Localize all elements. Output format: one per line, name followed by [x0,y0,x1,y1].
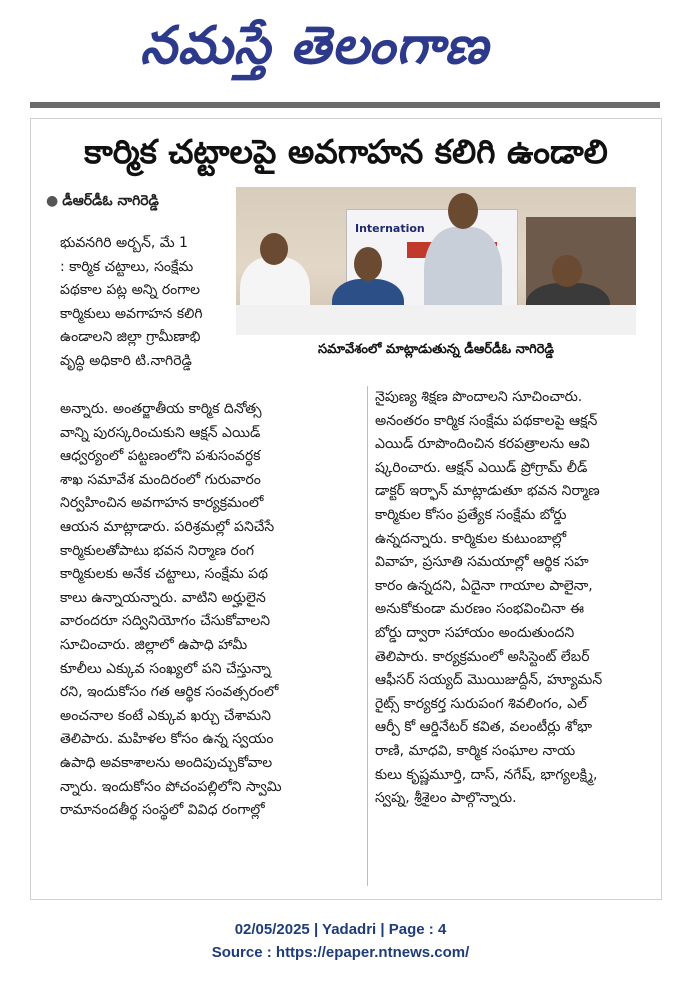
article-text-line: ఆర్పీ కో ఆర్డినేటర్ కవిత, వలంటీర్లు శోభా [375,719,592,736]
article-text-line: రైట్స్ కార్యకర్త సురుపంగ శివలింగం, ఎల్ [375,695,587,712]
article-text-line: తెలిపారు. మహిళల కోసం ఉన్న స్వయం [60,731,274,748]
article-text-line: కులు కృష్ణమూర్తి, దాస్, నగేష్, భాగ్యలక్ష్మి, [375,766,598,783]
person-1-head [260,233,288,265]
article-text-line: స్వప్న, శ్రీశైలం పాల్గొన్నారు. [375,790,517,807]
article-text-line: కార్మికులతోపాటు భవన నిర్మాణ రంగ [60,542,255,559]
article-text-line: కార్మికులకు అనేక చట్టాలు, సంక్షేమ పథ [60,566,268,583]
article-text-line: ష్కరించారు. ఆక్షన్ ఎయిడ్ ప్రోగ్రామ్ లీడ్ [375,459,588,476]
byline-text: డీఆర్‌డీఓ నాగిరెడ్డి [62,193,159,209]
bullet-icon: ● [46,193,59,209]
article-column-right [375,386,645,811]
article-text-line: రామానందతీర్థ సంస్థలో వివిధ రంగాల్లో [60,802,265,819]
article-text-line: వృద్ధి అధికారి టి.నాగిరెడ్డి [60,352,192,369]
person-3-head [448,193,478,229]
article-text-line: కార్మికులు అవగాహన కలిగి [60,305,203,322]
masthead-rule [30,102,660,108]
article-text-line: భువనగిరి అర్బన్, మే 1 [60,235,188,251]
article-column-left-top [60,232,230,374]
article-text-line: బోర్డు ద్వారా సహాయం అందుతుందని [375,624,575,641]
article-text-line: నైపుణ్య శిక్షణ పొందాలని సూచించారు. [375,389,583,405]
photo-table [236,305,636,335]
article-text-line: పథకాల పట్ల అన్ని రంగాల [60,282,201,299]
article-column-left [60,398,360,823]
article-text-line: వివాహ, ప్రసూతి సమయాల్లో ఆర్థిక సహ [375,554,589,571]
article-text-line: ఆఫీసర్ సయ్యద్ మొయిజుద్దీన్, హ్యూమన్ [375,672,603,689]
article-text-line: అనుకోకుండా మరణం సంభవించినా ఈ [375,601,585,618]
article-text-line: కారం ఉన్నదని, ఏదైనా గాయాల పాలైనా, [375,577,593,594]
article-text-line: ఉండాలని జిల్లా గ్రామీణాభి [60,329,201,346]
article-text-line: సూచించారు. జిల్లాలో ఉపాధి హామీ [60,636,248,653]
article-photo [236,187,636,335]
article-text-line: నిర్వహించిన అవగాహన కార్యక్రమంలో [60,495,264,512]
photo-banner-text: Internation [355,222,425,235]
article-text-line: న్నారు. ఇందుకోసం పోచంపల్లిలోని స్వామి [60,778,282,795]
article-text-line: శాఖ సమావేశ మందిరంలో గురువారం [60,471,261,488]
footer-edition-info: 02/05/2025 | Yadadri | Page : 4 [234,921,447,938]
article-text-line: ఉపాధి అవకాశాలను అందిపుచ్చుకోవాల [60,754,273,771]
footer-source: Source : https://epaper.ntnews.com/ [211,944,470,961]
article-text-line: వారందరూ సద్వినియోగం చేసుకోవాలని [60,613,271,630]
person-2-head [354,247,382,281]
article-text-line: రాణి, మాధవి, కార్మిక సంఘాల నాయ [375,742,576,759]
masthead [0,0,681,95]
article-text-line: ఆయన మాట్లాడారు. పరిశ్రమల్లో పనిచేసే [60,518,275,535]
newspaper-logo: నమస్తే తెలంగాణ [140,16,489,76]
article-text-line: : కార్మిక చట్టాలు, సంక్షేమ [60,258,194,275]
article-text-line: తెలిపారు. కార్యక్రమంలో అసిస్టెంట్ లేబర్ [375,648,590,665]
article-text-line: కాలు ఉన్నాయన్నారు. వాటిని అర్హులైన [60,589,266,606]
column-divider [367,386,368,886]
article-text-line: అన్నారు. అంతర్జాతీయ కార్మిక దినోత్స [60,401,262,417]
article-headline: కార్మిక చట్టాలపై అవగాహన కలిగి ఉండాలి [84,132,608,171]
article-text-line: ఆధ్వర్యంలో పట్టణంలోని పశుసంవర్ధక [60,448,261,465]
article-text-line: ఉన్నదన్నారు. కార్మికుల కుటుంబాల్లో [375,530,567,547]
article-text-line: ఎయిడ్ రూపొందించిన కరపత్రాలను ఆవి [375,436,590,453]
article-text-line: కూలీలు ఎక్కువ సంఖ్యలో పని చేస్తున్నా [60,660,272,677]
article-text-line: రని, ఇందుకోసం గత ఆర్థిక సంవత్సరంలో [60,684,279,701]
byline [46,193,159,212]
article-text-line: అంచనాల కంటే ఎక్కువ ఖర్చు చేశామని [60,707,272,724]
article-text-line: డాక్టర్ ఇర్ఫాన్ మాట్లాడుతూ భవన నిర్మాణ [375,483,600,500]
person-4-head [552,255,582,287]
photo-caption: సమావేశంలో మాట్లాడుతున్న డీఆర్‌డీఓ నాగిరెడ్డి [317,342,555,357]
article-text-line: కార్మికుల కోసం ప్రత్యేక సంక్షేమ బోర్డు [375,506,567,523]
article-text-line: అనంతరం కార్మిక సంక్షేమ పథకాలపై ఆక్షన్ [375,412,598,429]
article-text-line: వాన్ని పురస్కరించుకుని ఆక్షన్ ఎయిడ్ [60,424,261,441]
